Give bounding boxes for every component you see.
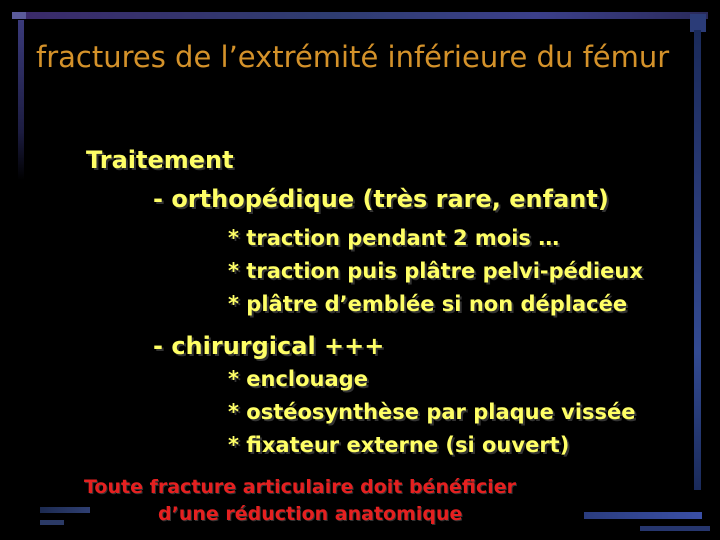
decorative-bar-top-corner xyxy=(12,12,26,19)
slide-title: fractures de l’extrémité inférieure du fémur xyxy=(36,40,670,74)
decorative-bar-right xyxy=(694,30,701,490)
decorative-bar-top xyxy=(22,12,708,19)
decorative-bar-bottom-left-2 xyxy=(40,520,64,525)
orthopedic-item: * traction pendant 2 mois … xyxy=(228,226,560,250)
decorative-bar-bottom-right xyxy=(584,512,702,519)
anatomic-reduction-note xyxy=(84,474,516,528)
note-line-1: Toute fracture articulaire doit bénéficier xyxy=(84,476,516,498)
decorative-bar-bottom-right-2 xyxy=(640,526,710,531)
surgical-item: * fixateur externe (si ouvert) xyxy=(228,433,570,457)
note-line-2: d’une réduction anatomique xyxy=(158,503,463,525)
section-surgical-label: - chirurgical +++ xyxy=(153,332,385,360)
orthopedic-item: * traction puis plâtre pelvi-pédieux xyxy=(228,259,643,283)
section-orthopedic-label: - orthopédique (très rare, enfant) xyxy=(153,185,609,213)
surgical-item: * enclouage xyxy=(228,367,368,391)
decorative-bar-bottom-left xyxy=(40,507,90,513)
treatment-heading: Traitement xyxy=(86,146,234,174)
decorative-bar-left xyxy=(18,20,24,180)
surgical-item: * ostéosynthèse par plaque vissée xyxy=(228,400,636,424)
orthopedic-item: * plâtre d’emblée si non déplacée xyxy=(228,292,628,316)
